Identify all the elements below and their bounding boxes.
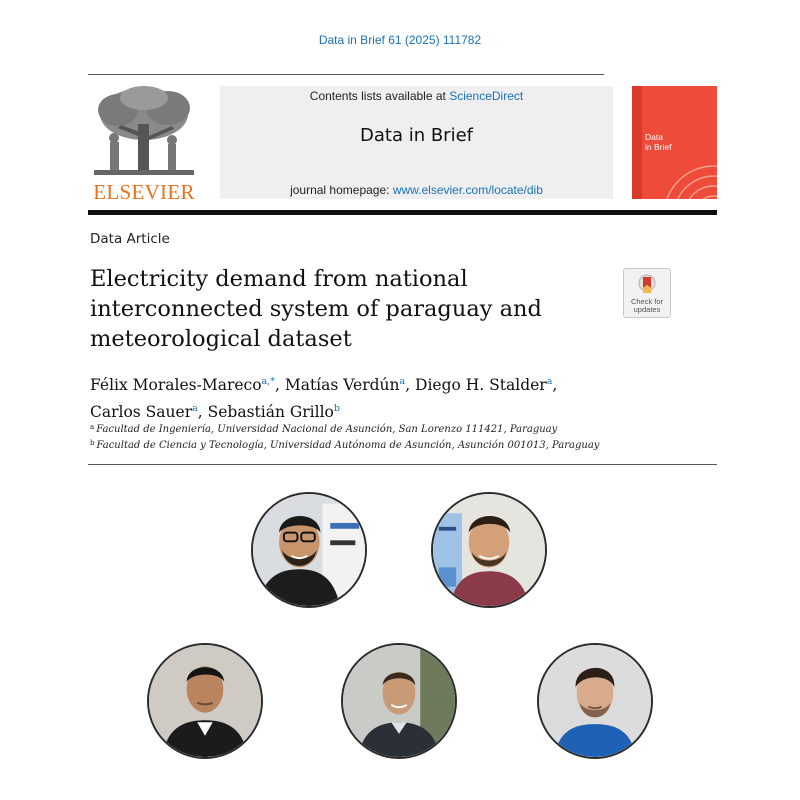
author-affiliation-mark[interactable]: a [546,376,553,387]
title-line: Electricity demand from national [90,266,468,292]
author-photo [431,492,547,608]
author-photo [251,492,367,608]
crossmark-icon [638,274,656,296]
title-line: meteorological dataset [90,326,352,352]
title-line: interconnected system of paraguay and [90,296,542,322]
journal-homepage-link[interactable]: www.elsevier.com/locate/dib [392,183,543,197]
author-affiliation-mark[interactable]: b [333,403,340,414]
homepage-prefix: journal homepage: [290,183,393,197]
author-affiliation-mark[interactable]: a,* [261,376,275,387]
author-name[interactable]: Carlos Sauer [90,403,193,421]
journal-name: Data in Brief [360,125,473,146]
author-separator: , [274,376,285,394]
affiliation-divider [88,464,717,465]
author-photo [537,643,653,759]
publisher-name: ELSEVIER [93,180,195,204]
author-affiliation-mark[interactable]: a [192,403,198,414]
sciencedirect-link[interactable]: ScienceDirect [449,89,524,103]
cover-title [645,132,705,152]
article-title [90,264,610,354]
author-line [90,397,690,424]
journal-citation[interactable]: Data in Brief 61 (2025) 111782 [318,33,482,47]
crossmark-label-line-1: Check for [630,297,664,306]
crossmark-label [624,298,670,314]
author-separator: , [405,376,416,394]
journal-masthead [220,86,613,199]
contents-available-line [220,89,613,103]
author-photo [147,643,263,759]
top-divider [88,74,604,75]
author-separator: , [197,403,208,421]
author-name[interactable]: Matías Verdún [284,376,400,394]
affiliation-mark: a [90,423,95,431]
author-affiliation-mark[interactable]: a [399,376,406,387]
header-divider [88,210,717,215]
check-for-updates-badge[interactable] [623,268,671,318]
author-name[interactable]: Diego H. Stalder [415,376,547,394]
journal-cover-thumbnail[interactable] [632,86,717,199]
author-list [90,370,690,424]
affiliation-b [90,439,710,451]
affiliation-a [90,423,710,435]
crossmark-label-line-2: updates [633,305,661,314]
contents-prefix: Contents lists available at [309,89,450,103]
author-name[interactable]: Sebastián Grillo [207,403,334,421]
author-name[interactable]: Félix Morales-Mareco [90,376,262,394]
journal-homepage-line [220,183,613,197]
affiliation-text: Facultad de Ingeniería, Universidad Nacional de Asunción, San Lorenzo 111421, Paraguay [96,424,558,435]
article-type: Data Article [90,231,170,247]
author-photo [341,643,457,759]
cover-title-line-1: Data [645,132,663,142]
author-line [90,370,690,397]
author-separator: , [552,376,558,394]
affiliation-text: Facultad de Ciencia y Tecnología, Universidad Autónoma de Asunción, Asunción 001013, Paraguay [96,440,600,451]
cover-title-line-2: in Brief [645,142,672,152]
affiliation-mark: b [90,439,95,447]
